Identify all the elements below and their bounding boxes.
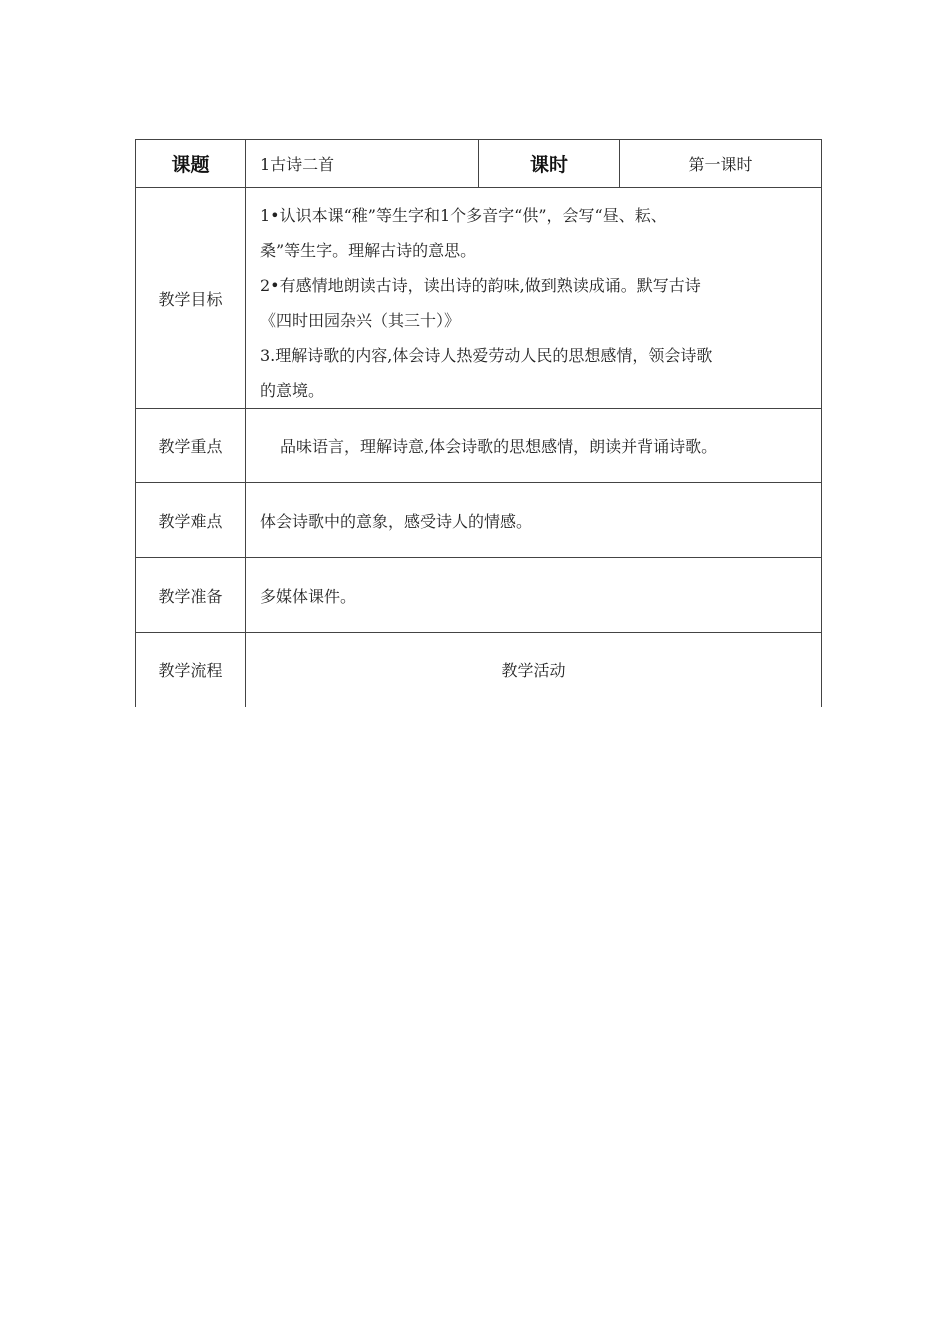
focus-label: 教学重点 bbox=[136, 409, 246, 483]
goals-label: 教学目标 bbox=[136, 188, 246, 409]
goal-line: 《四时田园杂兴（其三十）》 bbox=[260, 311, 461, 330]
goal-line: 3.理解诗歌的内容,体会诗人热爱劳动人民的思想感情，领会诗歌 bbox=[260, 346, 713, 365]
process-label: 教学流程 bbox=[136, 633, 246, 707]
focus-row bbox=[136, 409, 822, 483]
header-row bbox=[136, 140, 822, 188]
difficulty-row bbox=[136, 483, 822, 558]
goal-line: 2•有感情地朗读古诗，读出诗的韵味,做到熟读成诵。默写古诗 bbox=[260, 276, 701, 295]
process-row bbox=[136, 633, 822, 707]
goals-content bbox=[246, 188, 822, 409]
period-label: 课时 bbox=[479, 140, 620, 188]
topic-value: 1古诗二首 bbox=[246, 140, 479, 188]
goal-line: 1•认识本课“稚”等生字和1个多音字“供”，会写“昼、耘、 bbox=[260, 206, 667, 225]
difficulty-value: 体会诗歌中的意象，感受诗人的情感。 bbox=[246, 483, 822, 558]
difficulty-label: 教学难点 bbox=[136, 483, 246, 558]
preparation-value: 多媒体课件。 bbox=[246, 558, 822, 633]
lesson-plan-table bbox=[135, 139, 822, 707]
topic-label: 课题 bbox=[136, 140, 246, 188]
goal-line: 的意境。 bbox=[260, 381, 325, 400]
goal-line: 桑”等生字。理解古诗的意思。 bbox=[260, 241, 477, 260]
preparation-row bbox=[136, 558, 822, 633]
focus-value: 品味语言，理解诗意,体会诗歌的思想感情，朗读并背诵诗歌。 bbox=[246, 409, 822, 483]
goals-row bbox=[136, 188, 822, 409]
period-value: 第一课时 bbox=[620, 140, 822, 188]
process-value: 教学活动 bbox=[246, 633, 822, 707]
preparation-label: 教学准备 bbox=[136, 558, 246, 633]
